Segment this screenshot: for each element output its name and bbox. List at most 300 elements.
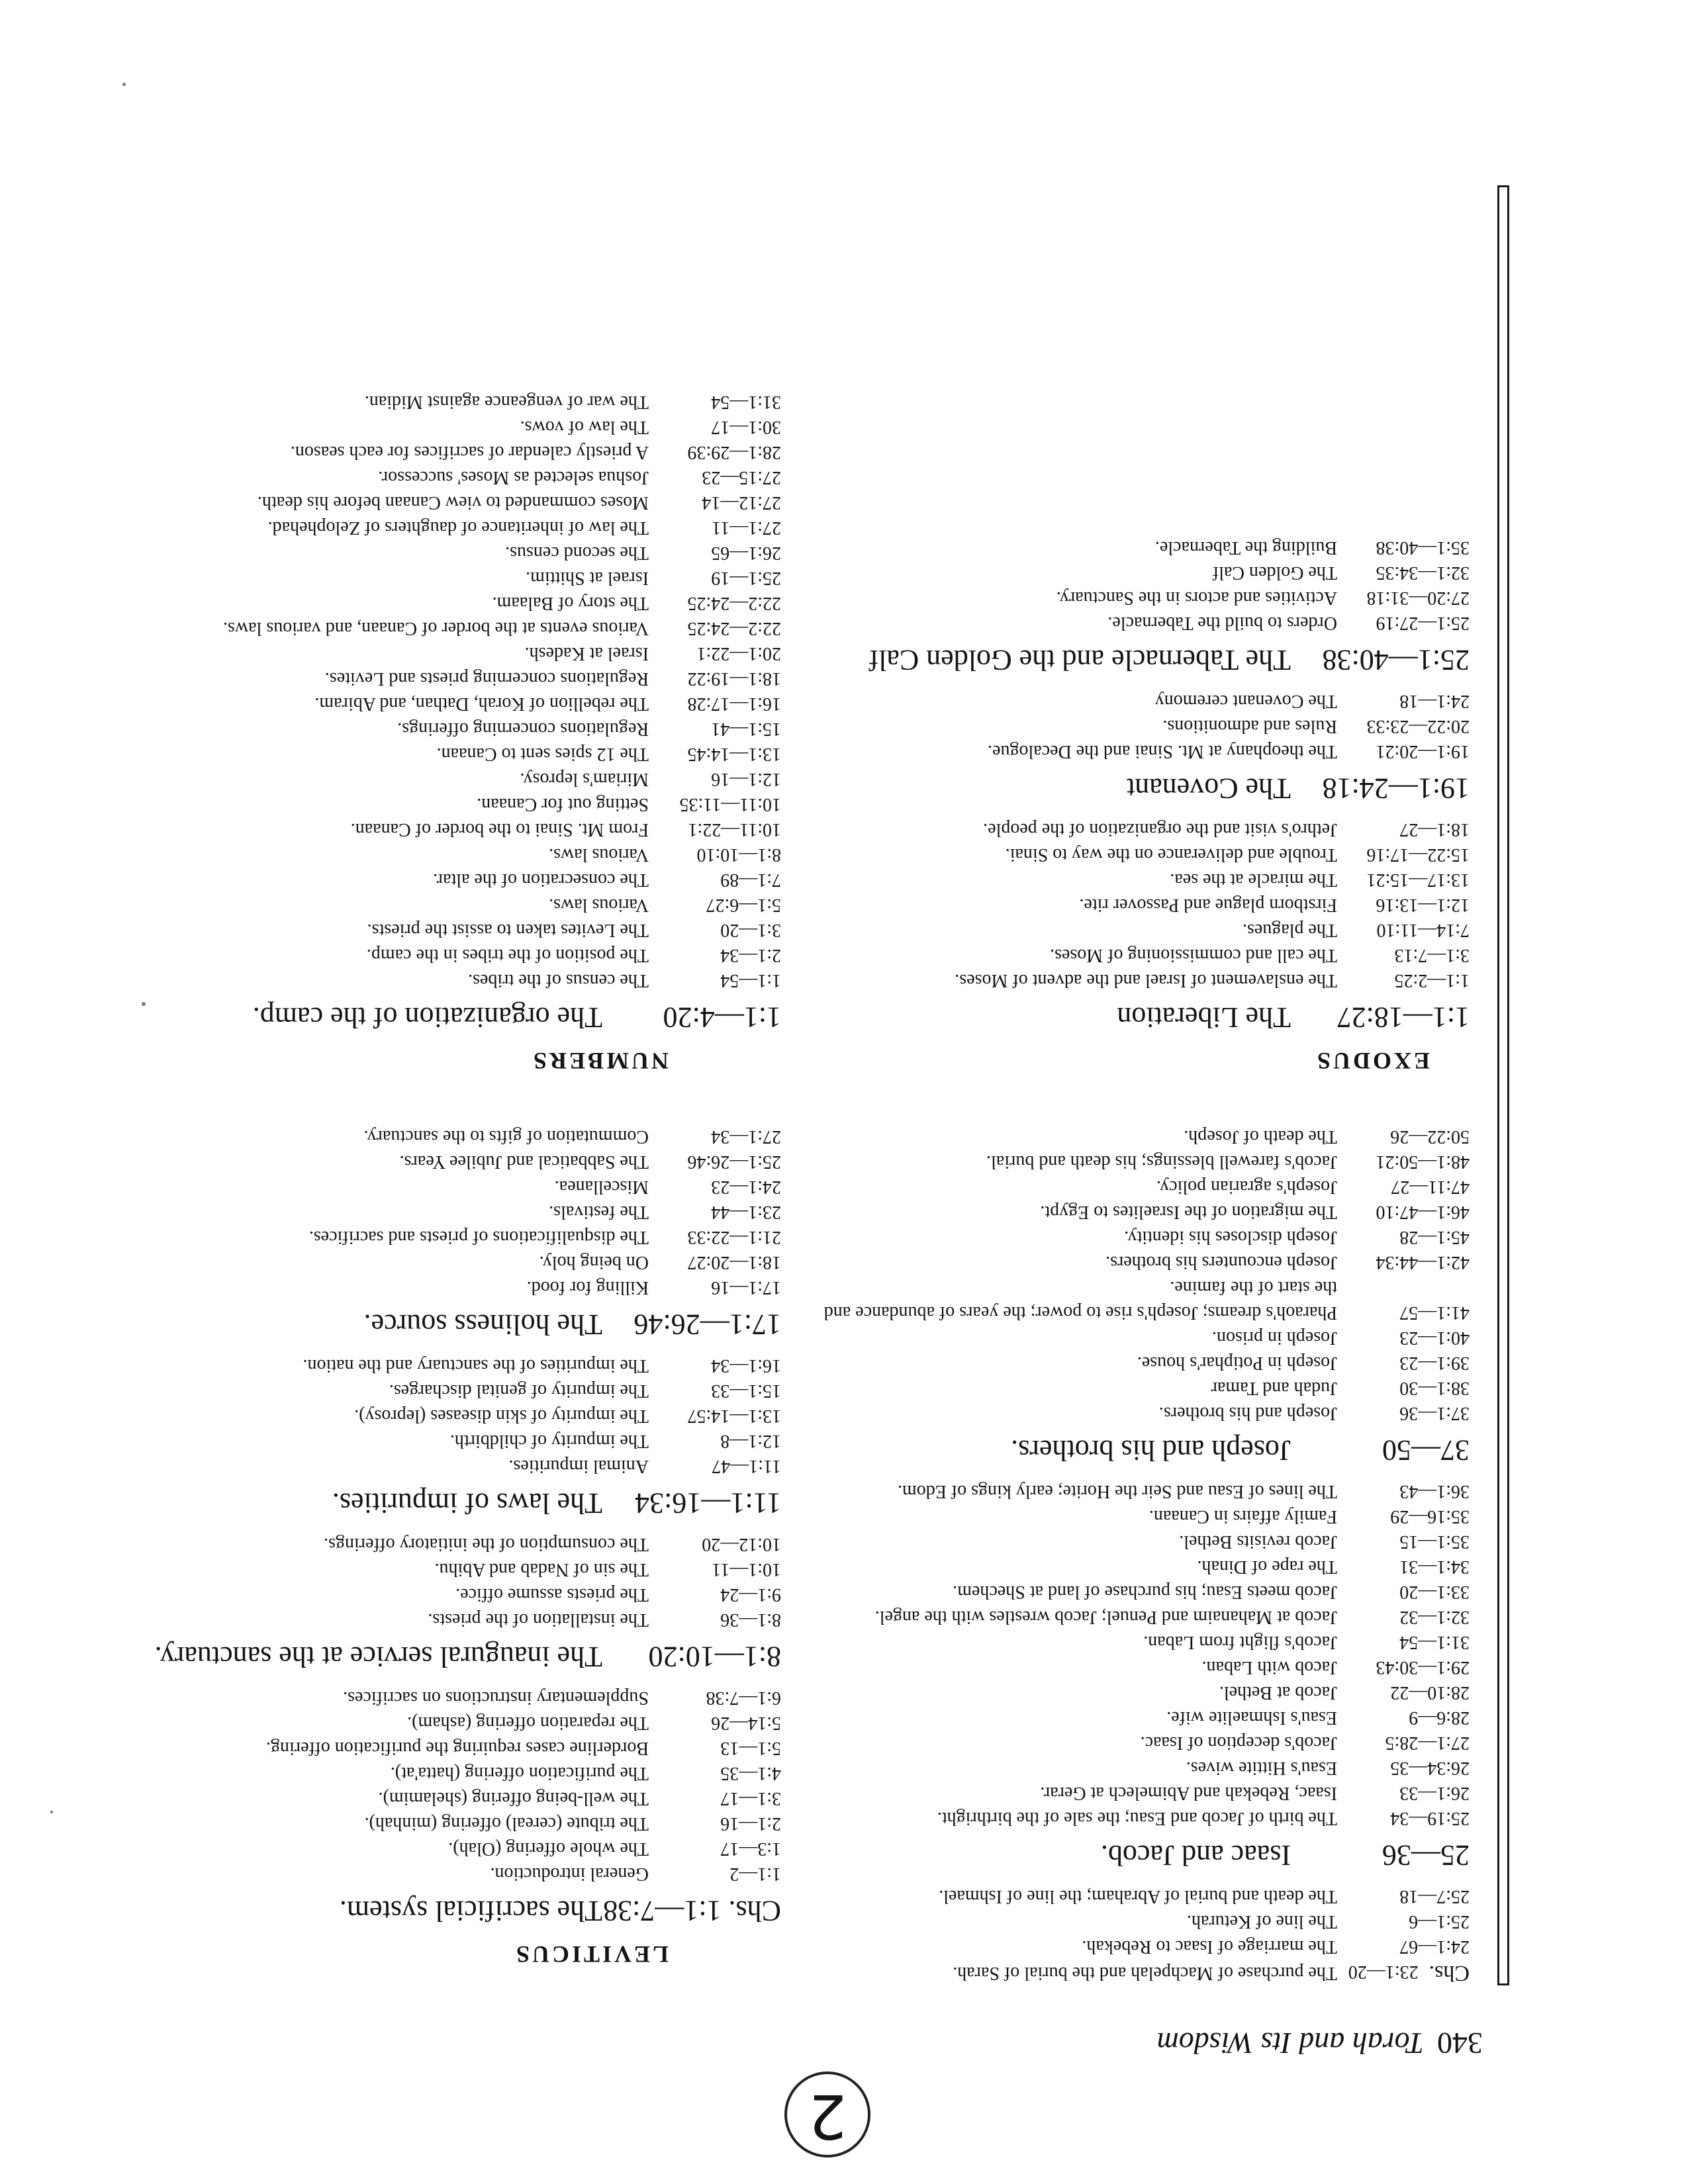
spacer: [808, 1092, 1470, 1124]
table-row: [113, 641, 781, 666]
entry-text: The Levites taken to assist the priests.: [367, 920, 649, 940]
section-ref-value: 1:1—7:38: [603, 1895, 722, 1927]
entry-text: Jacob revisits Bethel.: [1179, 1531, 1337, 1552]
entry-text: The consumption of the initiatory offerings.: [324, 1534, 649, 1555]
chapter-ref: 15:1—41: [711, 719, 781, 739]
table-row: [808, 1224, 1470, 1250]
joseph-entry-list: [808, 1124, 1470, 1426]
chapter-ref: 20:22—23:33: [1366, 716, 1470, 737]
table-row: [113, 766, 781, 792]
table-row: [808, 1199, 1470, 1224]
chapter-ref: 30:1—17: [711, 417, 781, 437]
chapter-ref: 28:6—9: [1409, 1707, 1470, 1728]
entry-text: The second census.: [505, 543, 649, 563]
chapter-ref: 2:1—34: [720, 945, 781, 966]
table-row: [113, 565, 781, 590]
table-row: [113, 892, 781, 917]
table-row: [808, 1780, 1470, 1805]
entry-text: Moses commanded to view Canaan before his death.: [258, 492, 649, 513]
table-row: [808, 1375, 1470, 1400]
chapter-ref: 40:1—23: [1399, 1328, 1470, 1348]
chapter-ref: 5:1—13: [720, 1738, 781, 1758]
table-row: [113, 1786, 781, 1811]
chapter-ref: 27:20—31:18: [1366, 588, 1470, 608]
chapter-ref: 25:1—27:19: [1376, 613, 1470, 633]
section-ref: [602, 1894, 781, 1927]
chapter-ref: 7:14—11:10: [1376, 920, 1470, 940]
table-row: [113, 414, 781, 439]
section-heading: [808, 1839, 1470, 1872]
entry-text: The birth of Jacob and Esau; the sale of the birthright.: [937, 1808, 1337, 1829]
covenant-entry-list: [808, 688, 1470, 764]
table-row: [113, 1174, 781, 1199]
chapter-ref: 15:1—33: [711, 1381, 781, 1401]
entry-text: The law of inheritance of daughters of Zelophehad.: [267, 518, 649, 538]
table-row: [808, 1959, 1470, 1985]
chapter-ref: 26:1—33: [1399, 1783, 1470, 1803]
chapter-ref: 48:1—50:21: [1376, 1152, 1470, 1172]
chapter-ref: 12:1—16: [711, 769, 781, 790]
chapter-ref: 10:11—22:1: [688, 819, 781, 840]
page-number: 340: [1437, 2026, 1483, 2060]
table-row: [113, 1607, 781, 1632]
chapter-ref: 28:1—29:39: [687, 442, 781, 463]
chapter-ref: 25:19—34: [1390, 1808, 1470, 1829]
table-row: [113, 1428, 781, 1453]
chapter-ref: 26:1—65: [711, 543, 781, 563]
table-row: [113, 1861, 781, 1886]
entry-text: Miscellanea.: [554, 1177, 649, 1197]
chapter-ref: 16:1—34: [711, 1355, 781, 1376]
table-row: [113, 1836, 781, 1861]
table-row: [808, 585, 1470, 610]
entry-text: Judah and Tamar: [1211, 1378, 1337, 1398]
book-heading-exodus: EXODUS: [1314, 1048, 1430, 1074]
entry-text: The impurities of the sanctuary and the nation.: [303, 1355, 649, 1376]
entry-text: The plagues.: [1242, 920, 1337, 940]
table-row: [808, 842, 1470, 867]
section-heading: [113, 1001, 781, 1034]
table-row: [113, 1685, 781, 1710]
table-row: [808, 1604, 1470, 1629]
chapter-ref: 18:1—27: [1399, 819, 1470, 840]
chapter-ref: 36:1—43: [1399, 1481, 1470, 1502]
chapter-ref: 18:1—20:27: [687, 1252, 781, 1273]
table-row: [113, 1710, 781, 1735]
chapter-ref: 38:1—30: [1399, 1378, 1470, 1398]
table-row: [808, 1275, 1470, 1325]
chapter-ref: 29:1—30:43: [1376, 1657, 1470, 1678]
table-row: [113, 1199, 781, 1224]
entry-text: The purchase of Machpelah and the burial of Sarah.: [953, 1963, 1337, 1983]
chapter-ref: 2:1—16: [720, 1813, 781, 1834]
entry-text: Animal impurities.: [508, 1456, 649, 1477]
chapter-ref: 27:12—14: [702, 492, 781, 513]
entry-text: The miracle at the sea.: [1170, 870, 1337, 890]
section-ref: 37—50: [1382, 1434, 1470, 1467]
entry-text: Jethro's visit and the organization of the people.: [983, 819, 1337, 840]
left-column: [808, 535, 1470, 1985]
scan-speck: [122, 83, 126, 86]
entry-text: Israel at Kadesh.: [524, 643, 649, 664]
entry-text: The festivals.: [549, 1202, 649, 1222]
entry-text: The census of the tribes.: [468, 970, 649, 991]
chapter-ref: 17:1—16: [711, 1277, 781, 1298]
table-row: [808, 1680, 1470, 1705]
entry-text: Joseph in Potiphar's house.: [1137, 1353, 1337, 1373]
table-row: [808, 1529, 1470, 1554]
table-row: [113, 691, 781, 716]
entry-text: Jacob's farewell blessings; his death and burial.: [986, 1152, 1337, 1172]
chapter-ref: 3:1—17: [720, 1788, 781, 1809]
right-column: [113, 389, 781, 1985]
chapter-ref: 13:1—14:45: [687, 744, 781, 764]
chapter-ref: 41:1—57: [1399, 1302, 1470, 1323]
table-row: [808, 1479, 1470, 1504]
table-row: [808, 942, 1470, 968]
entry-text: Family affairs in Canaan.: [1149, 1506, 1337, 1527]
entry-text: Setting out for Canaan.: [477, 794, 649, 815]
scan-speck: [50, 1811, 53, 1813]
entry-text: Commutation of gifts to the sanctuary.: [363, 1126, 649, 1147]
table-row: [113, 439, 781, 465]
entry-text: Joseph encounters his brothers.: [1105, 1252, 1337, 1273]
section-heading: [808, 643, 1470, 676]
entry-text: Joshua selected as Moses' successor.: [378, 467, 649, 488]
chapter-ref: 31:1—54: [1399, 1632, 1470, 1653]
table-row: [808, 917, 1470, 942]
chapter-ref: 1:1—54: [720, 970, 781, 991]
chapter-ref: 20:1—22:1: [696, 643, 781, 664]
entry-text: The impurity of skin diseases (leprosy).: [354, 1406, 649, 1426]
entry-text: Esau's Hittite wives.: [1186, 1758, 1337, 1778]
entry-text: The war of vengeance against Midian.: [364, 392, 649, 412]
table-row: [113, 741, 781, 766]
chapter-ref: 27:15—23: [702, 467, 781, 488]
entry-text: Joseph's agrarian policy.: [1156, 1177, 1337, 1197]
entry-text: The theophany at Mt. Sinai and the Decalogue.: [988, 741, 1337, 762]
chapter-ref: 11:1—47: [712, 1456, 781, 1477]
table-row: [808, 1629, 1470, 1655]
table-row: [808, 1174, 1470, 1199]
inaugural-entry-list: [113, 1531, 781, 1632]
entry-text: The Covenant ceremony: [1154, 691, 1337, 711]
entry-text: The Golden Calf: [1212, 563, 1337, 583]
chapter-ref: 25:1—19: [711, 568, 781, 588]
section-title: Joseph and his brothers.: [1011, 1434, 1291, 1467]
chapter-ref: 22:2—24:25: [687, 618, 781, 639]
entry-text: The rebellion of Korah, Dathan, and Abiram.: [314, 694, 649, 714]
table-row: [113, 465, 781, 490]
chapter-ref: 1:1—2:25: [1394, 970, 1470, 991]
section-title: The Covenant: [1126, 772, 1291, 805]
entry-text: The priests assume office.: [455, 1584, 649, 1605]
table-row: [808, 713, 1470, 739]
section-heading: [808, 1001, 1470, 1034]
chapter-ref: 1:1—2: [729, 1864, 781, 1884]
entry-text: The sin of Nadab and Abihu.: [434, 1559, 649, 1580]
table-row: [808, 968, 1470, 993]
table-row: [808, 739, 1470, 764]
entry-text: The impurity of genital discharges.: [389, 1381, 649, 1401]
section-ref: 11:1—16:34: [635, 1487, 781, 1520]
chapter-ref: 32:1—34:35: [1376, 563, 1470, 583]
chapter-ref: 39:1—23: [1399, 1353, 1470, 1373]
chapter-ref: 46:1—47:10: [1376, 1202, 1470, 1222]
table-row: [113, 615, 781, 641]
table-row: [113, 1557, 781, 1582]
chapter-ref: 47:11—27: [1391, 1177, 1470, 1197]
entry-text: Jacob's flight from Laban.: [1143, 1632, 1337, 1653]
table-row: [113, 1531, 781, 1557]
entry-text: The death and burial of Abraham; the line of Ishmael.: [939, 1886, 1337, 1907]
table-row: [113, 666, 781, 691]
chapter-ref: 16:1—17:28: [687, 694, 781, 714]
chapter-ref: 45:1—28: [1399, 1227, 1470, 1248]
chapters-label: Chs.: [728, 1895, 781, 1927]
entry-text: Miriam's leprosy.: [520, 769, 649, 790]
table-row: [113, 389, 781, 414]
entry-text: Supplementary instructions on sacrifices.: [343, 1688, 649, 1708]
table-row: [808, 1755, 1470, 1780]
chapter-ref: 28:10—22: [1390, 1682, 1470, 1703]
camp-entry-list: [113, 389, 781, 993]
isaac-entry-list: [808, 1479, 1470, 1831]
chapter-ref: 24:1—18: [1399, 691, 1470, 711]
spacer: [113, 1092, 781, 1124]
entry-text: Orders to build the Tabernacle.: [1107, 613, 1337, 633]
chapter-ref: 24:1—67: [1399, 1936, 1470, 1957]
entry-text: The story of Balaam.: [492, 593, 649, 614]
entry-text: Various laws.: [549, 895, 649, 915]
entry-text: Joseph and his brothers.: [1158, 1403, 1337, 1424]
entry-text: The 12 spies sent to Canaan.: [436, 744, 649, 764]
entry-text: Borderline cases requiring the purification offering.: [266, 1738, 649, 1758]
table-row: [113, 1453, 781, 1479]
chapter-ref: 4:1—35: [720, 1763, 781, 1784]
entry-text: General introduction.: [490, 1864, 649, 1884]
section-ref: 25—36: [1382, 1839, 1470, 1872]
entry-text: From Mt. Sinai to the border of Canaan.: [350, 819, 649, 840]
chapter-ref: 13:1—14:57: [687, 1406, 781, 1426]
entry-text: The impurity of childbirth.: [449, 1431, 649, 1451]
chapter-ref: 50:22—26: [1390, 1126, 1470, 1147]
section-heading: [113, 1640, 781, 1673]
chapter-ref: 24:1—23: [711, 1177, 781, 1197]
entry-text: Pharaoh's dreams; Joseph's rise to power; the years of abundance and the start of the famine.: [823, 1277, 1337, 1323]
entry-text: Esau's Ishmaelite wife.: [1166, 1707, 1337, 1728]
table-row: [113, 942, 781, 968]
entry-text: Rules and admonitions.: [1162, 716, 1337, 737]
chapter-ref: 1:3—17: [720, 1839, 781, 1859]
table-row: [113, 1403, 781, 1428]
table-row: [808, 560, 1470, 585]
section-ref: 19:1—24:18: [1322, 772, 1470, 805]
table-row: [113, 1149, 781, 1174]
entry-text: Various laws.: [549, 844, 649, 865]
chapter-ref: 32:1—32: [1399, 1607, 1470, 1627]
holiness-entry-list: [113, 1124, 781, 1300]
chapter-ref: 8:1—36: [720, 1610, 781, 1630]
running-head: [1157, 2026, 1483, 2061]
chapter-ref: 37:1—36: [1399, 1403, 1470, 1424]
chapter-ref: 23:1—44: [711, 1202, 781, 1222]
entry-text: The consecration of the altar.: [433, 870, 649, 890]
chapter-ref: 6:1—7:38: [706, 1688, 781, 1708]
table-row: [808, 1884, 1470, 1909]
table-row: [808, 1730, 1470, 1755]
chapter-ref: 42:1—44:34: [1376, 1252, 1470, 1273]
section-title: The Liberation: [1117, 1001, 1291, 1034]
running-title: Torah and Its Wisdom: [1156, 2026, 1424, 2060]
section-title: Isaac and Jacob.: [1100, 1839, 1291, 1872]
section-ref: 1:1—18:27: [1336, 1001, 1470, 1034]
chapter-ref: 34:1—31: [1399, 1557, 1470, 1577]
table-row: [113, 1224, 781, 1250]
section-ref: 17:1—26:46: [633, 1308, 781, 1341]
chapter-ref: 27:1—11: [712, 518, 781, 538]
chapter-ref: 3:1—20: [720, 920, 781, 940]
table-row: [808, 1934, 1470, 1959]
table-row: [113, 792, 781, 817]
table-row: [808, 892, 1470, 917]
chapter-ref: 25:7—18: [1399, 1886, 1470, 1907]
section-title: The sacrificial system.: [339, 1895, 602, 1927]
section-ref: 25:1—40:38: [1322, 644, 1470, 676]
table-row: [113, 1124, 781, 1149]
section-heading: [113, 1894, 781, 1927]
table-row: [113, 540, 781, 565]
table-row: [113, 1735, 781, 1760]
table-row: [808, 1325, 1470, 1350]
liberation-entry-list: [808, 817, 1470, 993]
entry-text: The lines of Esau and Seir the Horite; early kings of Edom.: [897, 1481, 1337, 1502]
sacrificial-entry-list: [113, 1685, 781, 1886]
entry-text: The disqualifications of priests and sacrifices.: [308, 1227, 649, 1248]
entry-text: The purification offering (hatta'at).: [390, 1763, 649, 1784]
section-heading: [808, 772, 1470, 805]
entry-text: Killing for food.: [526, 1277, 649, 1298]
table-row: [808, 867, 1470, 892]
table-row: [808, 1909, 1470, 1934]
entry-text: Joseph in prison.: [1212, 1328, 1337, 1348]
chapter-ref: 5:14—26: [711, 1713, 781, 1733]
chapter-ref: 35:16—29: [1390, 1506, 1470, 1527]
chapter-ref: 13:17—15:21: [1366, 870, 1470, 890]
entry-text: The migration of the Israelites to Egypt.: [1040, 1202, 1337, 1222]
book-heading-leviticus: LEVITICUS: [513, 1941, 669, 1968]
entry-text: Jacob meets Esau; his purchase of land at Shechem.: [953, 1582, 1337, 1602]
entry-text: Joseph discloses his identity.: [1124, 1227, 1337, 1248]
entry-text: The installation of the priests.: [428, 1610, 649, 1630]
chapter-ref: 27:1—34: [711, 1126, 781, 1147]
entry-text: The Sabbatical and Jubilee Years.: [399, 1152, 649, 1172]
chapter-ref: Chs.23:1—20: [1348, 1961, 1470, 1985]
table-row: [808, 688, 1470, 713]
entry-text: Jacob with Laban.: [1201, 1657, 1337, 1678]
chapter-ref: 8:1—10:10: [696, 844, 781, 865]
table-row: [808, 1124, 1470, 1149]
entry-text: The tribute (cereal) offering (minhah).: [364, 1813, 649, 1834]
entry-text: The line of Keturah.: [1186, 1911, 1337, 1932]
table-row: [113, 1250, 781, 1275]
entry-text: Firstborn plague and Passover rite.: [1079, 895, 1337, 915]
table-row: [113, 817, 781, 842]
table-row: [808, 1350, 1470, 1375]
entry-text: Various events at the border of Canaan, and various laws.: [222, 618, 649, 639]
chapter-ref: 19:1—20:21: [1376, 741, 1470, 762]
entry-text: The whole offering (Olah).: [448, 1839, 649, 1859]
entry-text: The death of Joseph.: [1184, 1126, 1337, 1147]
table-row: [113, 1811, 781, 1836]
entry-text: The position of the tribes in the camp.: [366, 945, 649, 966]
entry-text: The law of vows.: [520, 417, 649, 437]
table-row: [808, 1149, 1470, 1174]
entry-text: Israel at Shittim.: [526, 568, 649, 588]
table-row: [113, 590, 781, 615]
chapter-ref: 10:12—20: [702, 1534, 781, 1555]
entry-text: On being holy.: [539, 1252, 649, 1273]
margin-bracket: [1497, 185, 1509, 1985]
chapter-ref: 35:1—40:38: [1376, 537, 1470, 558]
table-row: [113, 1760, 781, 1786]
table-row: [808, 1655, 1470, 1680]
entry-text: The call and commissioning of Moses.: [1050, 945, 1337, 966]
section-heading: [113, 1486, 781, 1520]
table-row: [113, 1275, 781, 1300]
section-title: The organization of the camp.: [252, 1001, 602, 1034]
tabernacle-entry-list: [808, 535, 1470, 635]
chapter-ref: 10:11—11:35: [679, 794, 781, 815]
book-heading-numbers: NUMBERS: [530, 1048, 669, 1074]
section-ref: 8:1—10:20: [648, 1641, 781, 1673]
table-row: [113, 917, 781, 942]
chapter-ref: 26:34—35: [1390, 1758, 1470, 1778]
entry-text: Trouble and deliverance on the way to Sinai.: [1005, 844, 1337, 865]
table-row: [808, 1805, 1470, 1831]
entry-text: Jacob's deception of Isaac.: [1140, 1733, 1337, 1753]
chapter-ref: 15:22—17:16: [1366, 844, 1470, 865]
chapter-ref: 7:1—89: [720, 870, 781, 890]
chapter-ref: 33:1—20: [1399, 1582, 1470, 1602]
chapter-ref: 27:1—28:5: [1385, 1733, 1470, 1753]
chapter-ref: 31:1—54: [711, 392, 781, 412]
table-row: [113, 968, 781, 993]
chapter-ref: 3:1—7:13: [1394, 945, 1470, 966]
entry-text: A priestly calendar of sacrifices for each season.: [290, 442, 649, 463]
entry-text: The rape of Dinah.: [1197, 1557, 1337, 1577]
table-row: [113, 1582, 781, 1607]
section-heading: [808, 1433, 1470, 1467]
section-title: The laws of impurities.: [332, 1487, 602, 1520]
table-row: [113, 490, 781, 515]
section-heading: [113, 1308, 781, 1341]
section-title: The inaugural service at the sanctuary.: [154, 1641, 602, 1673]
chapter-ref: 22:2—24:25: [687, 593, 781, 614]
entry-text: The marriage of Isaac to Rebekah.: [1082, 1936, 1337, 1957]
chapter-ref: 25:1—6: [1409, 1911, 1470, 1932]
table-row: [808, 1554, 1470, 1579]
chapter-ref: 18:1—19:22: [687, 668, 781, 689]
table-row: [113, 515, 781, 540]
chapter-ref: 25:1—26:46: [687, 1152, 781, 1172]
section-title: The Tabernacle and the Golden Calf: [868, 644, 1291, 676]
section-title: The holiness source.: [363, 1308, 602, 1341]
entry-text: The reparation offering (asham).: [407, 1713, 649, 1733]
table-row: [113, 1353, 781, 1378]
chapter-ref: 12:1—8: [720, 1431, 781, 1451]
entry-text: Building the Tabernacle.: [1154, 537, 1337, 558]
